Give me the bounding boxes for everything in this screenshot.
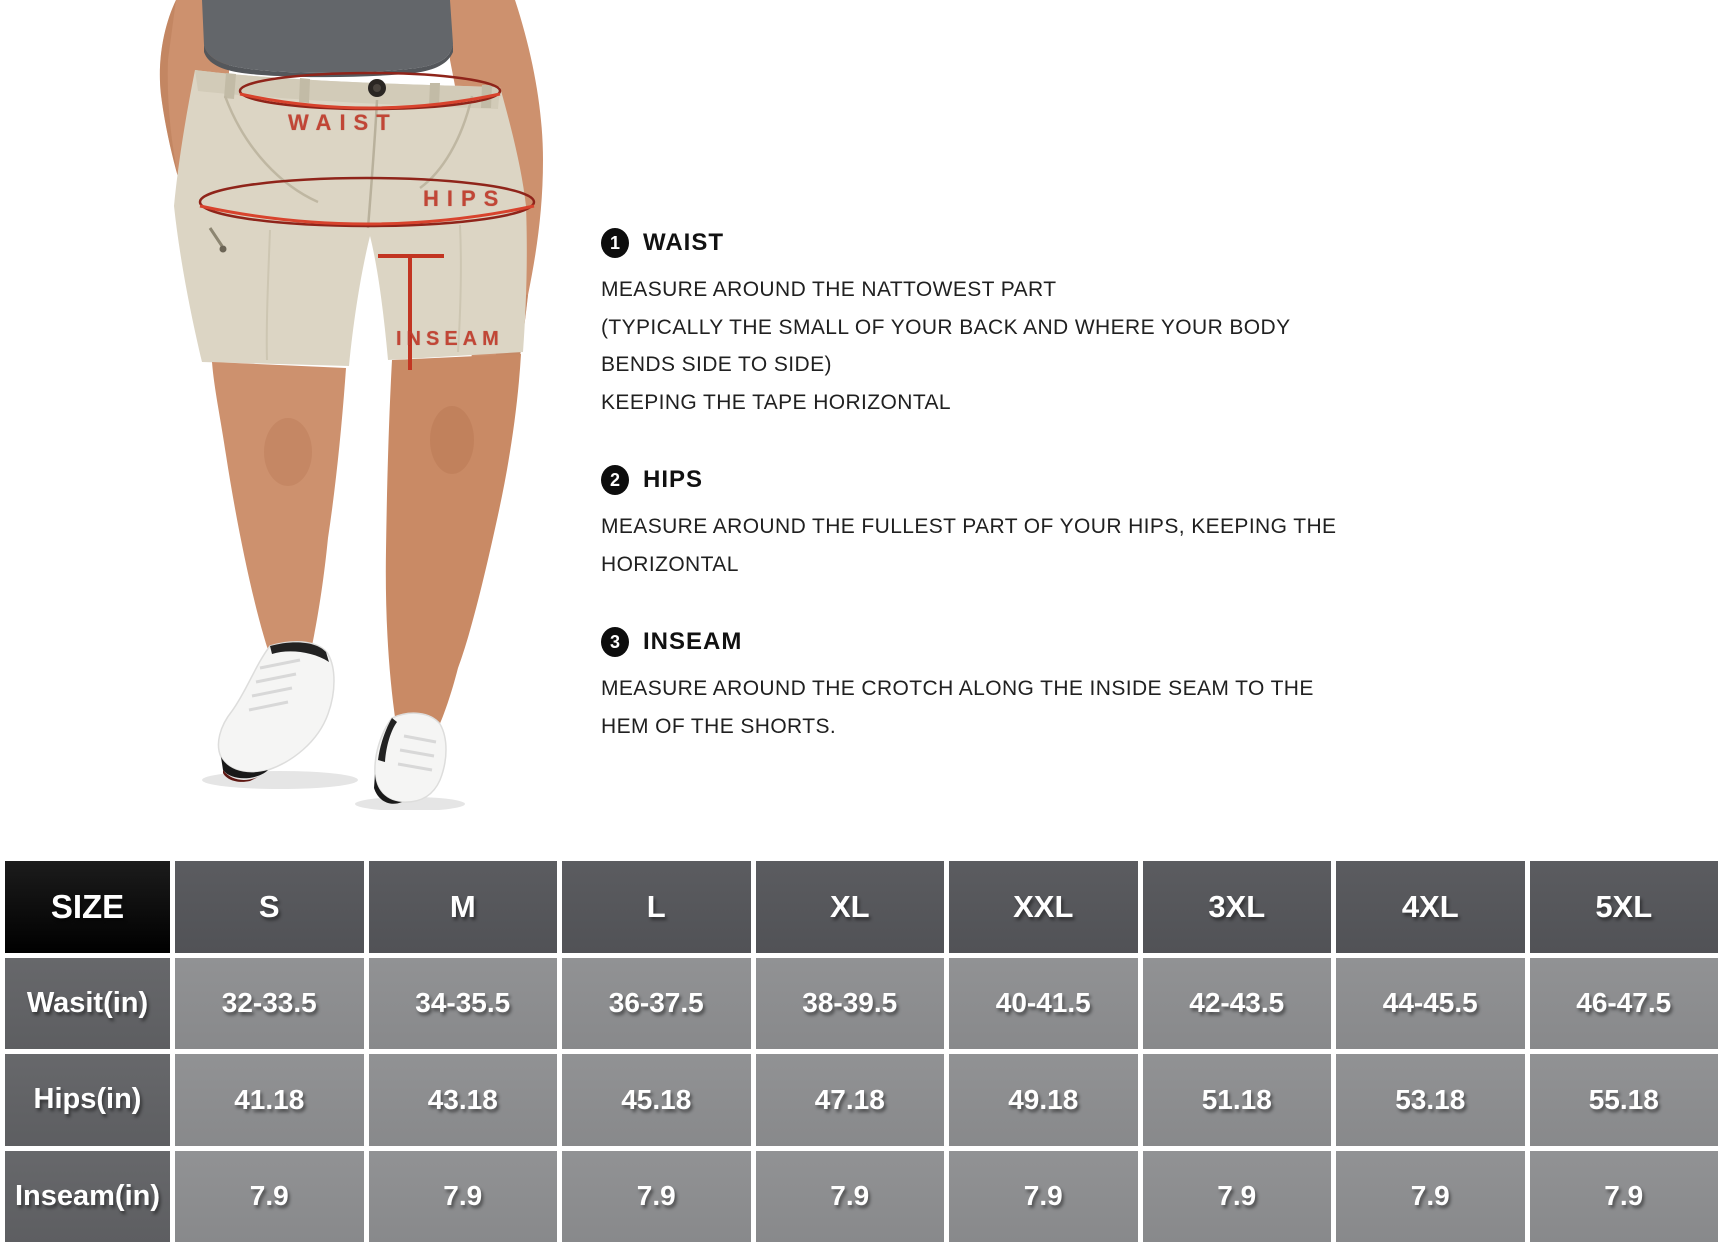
size-chart-value-cell: 55.18 — [1530, 1054, 1719, 1146]
instruction-line: (TYPICALLY THE SMALL OF YOUR BACK AND WHERE YOUR BODY — [601, 315, 1291, 339]
size-chart-row-label: Wasit(in) — [5, 958, 170, 1050]
size-chart-value-cell: 43.18 — [369, 1054, 558, 1146]
size-chart-header-cell: XL — [756, 861, 945, 953]
hips-annotation-label: HIPS — [423, 186, 507, 211]
number-badge-1: 1 — [601, 228, 629, 258]
size-chart-value-cell: 47.18 — [756, 1054, 945, 1146]
size-chart-value-cell: 32-33.5 — [175, 958, 364, 1050]
size-chart-value-cell: 7.9 — [756, 1151, 945, 1243]
size-chart-header-cell: M — [369, 861, 558, 953]
size-chart-row-label: Hips(in) — [5, 1054, 170, 1146]
section-heading — [601, 228, 1391, 258]
size-chart-value-cell: 46-47.5 — [1530, 958, 1719, 1050]
model-photo — [130, 0, 620, 810]
instruction-line: KEEPING THE TAPE HORIZONTAL — [601, 390, 951, 414]
size-chart-value-cell: 36-37.5 — [562, 958, 751, 1050]
size-chart-header-cell: 4XL — [1336, 861, 1525, 953]
instruction-line: BENDS SIDE TO SIDE) — [601, 353, 832, 376]
size-chart-value-cell: 53.18 — [1336, 1054, 1525, 1146]
section-title: WAIST — [643, 229, 724, 256]
section-heading — [601, 627, 1391, 657]
instruction-line: HORIZONTAL — [601, 552, 739, 576]
section-title: HIPS — [643, 466, 704, 493]
size-chart-value-cell: 44-45.5 — [1336, 958, 1525, 1050]
size-chart-value-cell: 49.18 — [949, 1054, 1138, 1146]
size-chart-value-cell: 34-35.5 — [369, 958, 558, 1050]
size-chart-value-cell: 7.9 — [1143, 1151, 1332, 1243]
size-chart-header-cell: 3XL — [1143, 861, 1332, 953]
instruction-line: MEASURE AROUND THE FULLEST PART OF YOUR HIPS, KEEPING THE — [601, 515, 1337, 538]
size-chart-value-cell: 7.9 — [1530, 1151, 1719, 1243]
size-chart-value-cell: 40-41.5 — [949, 958, 1138, 1050]
number-badge-3: 3 — [601, 627, 629, 657]
size-chart-header-cell: SIZE — [5, 861, 170, 953]
size-chart-value-cell: 42-43.5 — [1143, 958, 1332, 1050]
instruction-line: MEASURE AROUND THE CROTCH ALONG THE INSIDE SEAM TO THE — [601, 677, 1314, 700]
inseam-annotation-label: INSEAM — [396, 328, 504, 350]
size-chart-value-cell: 7.9 — [562, 1151, 751, 1243]
size-chart-value-cell: 7.9 — [949, 1151, 1138, 1243]
size-chart-header-cell: 5XL — [1530, 861, 1719, 953]
number-badge-2: 2 — [601, 465, 629, 495]
section-title: INSEAM — [643, 628, 743, 655]
size-chart-header-cell: S — [175, 861, 364, 953]
instruction-section-inseam — [601, 627, 1391, 745]
instruction-section-hips — [601, 465, 1391, 583]
instruction-line: HEM OF THE SHORTS. — [601, 714, 837, 738]
size-chart-header-cell: L — [562, 861, 751, 953]
section-heading — [601, 465, 1391, 495]
tshirt — [202, 0, 453, 77]
size-chart-value-cell: 7.9 — [369, 1151, 558, 1243]
waist-annotation-label: WAIST — [288, 110, 398, 135]
size-chart-header-cell: XXL — [949, 861, 1138, 953]
instruction-line: MEASURE AROUND THE NATTOWEST PART — [601, 278, 1057, 301]
size-chart-value-cell: 7.9 — [1336, 1151, 1525, 1243]
measurement-instructions — [601, 228, 1391, 789]
size-chart-row-label: Inseam(in) — [5, 1151, 170, 1243]
size-chart-value-cell: 41.18 — [175, 1054, 364, 1146]
size-chart-value-cell: 7.9 — [175, 1151, 364, 1243]
size-chart-value-cell: 51.18 — [1143, 1054, 1332, 1146]
size-chart-value-cell: 38-39.5 — [756, 958, 945, 1050]
size-chart-table — [5, 861, 1718, 1242]
instruction-section-waist — [601, 228, 1391, 421]
size-chart-value-cell: 45.18 — [562, 1054, 751, 1146]
